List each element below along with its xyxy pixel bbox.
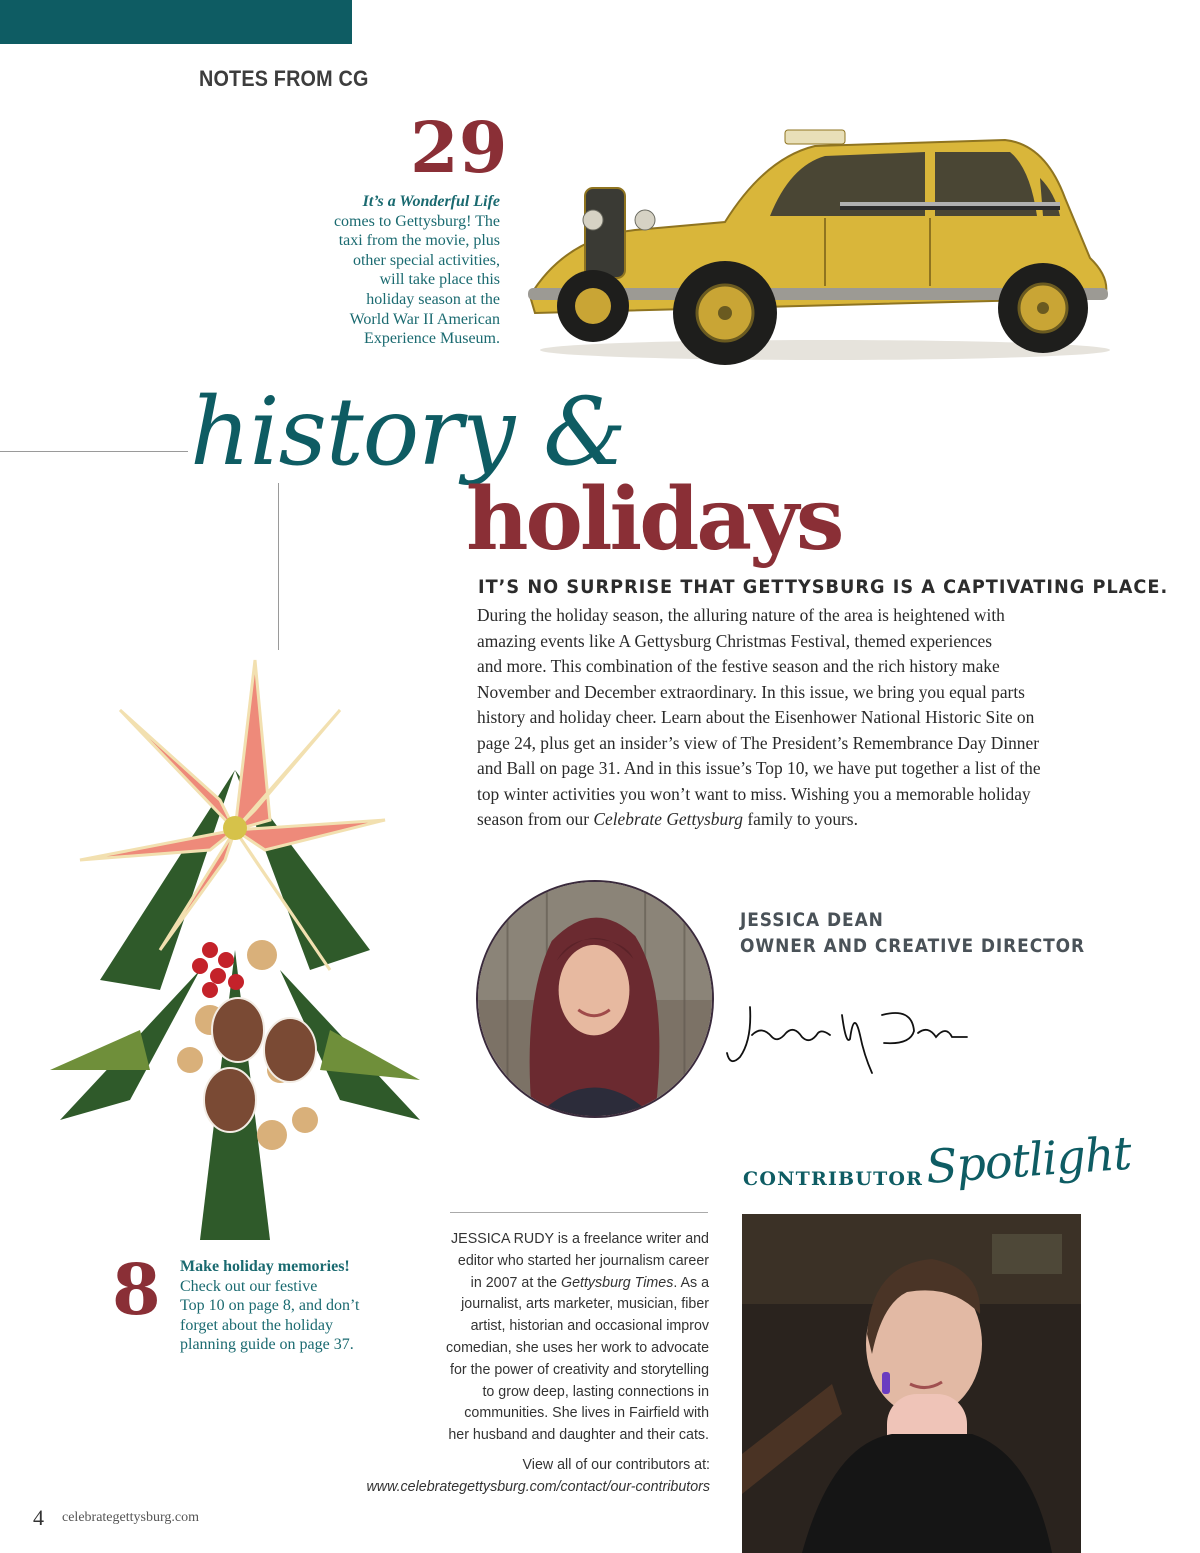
callout-line: taxi from the movie, plus bbox=[338, 232, 500, 250]
bio-text: . As a bbox=[673, 1273, 709, 1291]
handwritten-signature bbox=[722, 995, 972, 1080]
callout-memories-text bbox=[180, 1257, 400, 1355]
callout-lead: Make holiday memories! bbox=[180, 1258, 350, 1275]
taxi-image bbox=[525, 118, 1115, 368]
page-number: 4 bbox=[33, 1505, 44, 1530]
contributor-bio bbox=[420, 1228, 709, 1446]
contributors-url[interactable] bbox=[349, 1476, 710, 1498]
callout-line: comes to Gettysburg! The bbox=[333, 212, 500, 230]
signer-block bbox=[740, 908, 1085, 960]
divider-horizontal bbox=[0, 451, 188, 452]
signer-title: OWNER AND CREATIVE DIRECTOR bbox=[740, 936, 1086, 957]
headline-history: history & bbox=[190, 378, 626, 487]
intro-line: During the holiday season, the alluring nature of the area is heightened with bbox=[477, 605, 1005, 625]
bio-line: artist, historian and occasional improv bbox=[470, 1317, 709, 1335]
contributors-link-block bbox=[330, 1454, 710, 1498]
magazine-name: Celebrate Gettysburg bbox=[593, 809, 743, 829]
bio-line: her husband and daughter and their cats. bbox=[448, 1426, 709, 1444]
intro-line: November and December extraordinary. In this issue, we bring you equal parts bbox=[477, 681, 1025, 702]
publication-name: Gettysburg Times bbox=[561, 1273, 674, 1291]
callout-line: World War II American bbox=[349, 310, 500, 328]
intro-line: top winter activities you won’t want to miss. Wishing you a memorable holiday bbox=[477, 783, 1031, 804]
intro-text: season from our bbox=[477, 809, 594, 829]
callout-line: Experience Museum. bbox=[364, 330, 500, 348]
signer-name: JESSICA DEAN bbox=[740, 910, 884, 931]
callout-line: other special activities, bbox=[352, 251, 500, 269]
bio-line: journalist, arts marketer, musician, fiber bbox=[461, 1295, 709, 1313]
bio-line: to grow deep, lasting connections in bbox=[482, 1382, 709, 1400]
callout-line: Check out our festive bbox=[180, 1277, 318, 1295]
bio-line: editor who started her journalism career bbox=[457, 1251, 709, 1269]
contributor-photo-image bbox=[742, 1214, 1081, 1553]
intro-line bbox=[477, 807, 1137, 833]
intro-line: page 24, plus get an insider’s view of The President’s Remembrance Day Dinner bbox=[477, 732, 1039, 753]
bio-line: comedian, she uses her work to advocate bbox=[446, 1338, 709, 1356]
intro-body bbox=[477, 603, 1137, 833]
callout-line: planning guide on page 37. bbox=[180, 1336, 354, 1354]
divider-vertical bbox=[278, 483, 279, 650]
section-label: NOTES FROM CG bbox=[199, 66, 369, 91]
contributors-url-text[interactable]: www.celebrategettysburg.com/contact/our-contributors bbox=[366, 1477, 710, 1495]
intro-line: and more. This combination of the festive season and the rich history make bbox=[477, 656, 1000, 676]
headline-holidays: holidays bbox=[466, 469, 842, 570]
intro-line: amazing events like A Gettysburg Christmas Festival, themed experiences bbox=[477, 630, 993, 651]
callout-number-8: 8 bbox=[112, 1248, 161, 1331]
intro-line: and Ball on page 31. And in this issue’s Top 10, we have put together a list of the bbox=[477, 758, 1041, 778]
spotlight-script: Spotlight bbox=[924, 1125, 1133, 1194]
intro-text: family to yours. bbox=[742, 809, 858, 829]
bio-line: for the power of creativity and storytelling bbox=[449, 1360, 709, 1378]
callout-line: will take place this bbox=[379, 271, 500, 289]
bio-line bbox=[434, 1272, 709, 1294]
bio-line: JESSICA RUDY is a freelance writer and bbox=[451, 1230, 709, 1247]
bio-line: communities. She lives in Fairfield with bbox=[464, 1404, 709, 1422]
callout-line: forget about the holiday bbox=[180, 1316, 333, 1334]
editor-portrait bbox=[476, 880, 714, 1118]
contributor-label: CONTRIBUTOR bbox=[743, 1168, 924, 1190]
intro-heading: IT’S NO SURPRISE THAT GETTYSBURG IS A CAPTIVATING PLACE. bbox=[478, 576, 1169, 598]
header-color-bar bbox=[0, 0, 352, 44]
callout-number-29: 29 bbox=[410, 106, 508, 189]
portrait-image bbox=[478, 882, 712, 1116]
intro-line: history and holiday cheer. Learn about the Eisenhower National Historic Site on bbox=[477, 707, 1035, 727]
callout-line: holiday season at the bbox=[366, 290, 500, 308]
callout-taxi-text bbox=[290, 192, 500, 349]
callout-lead: It’s a Wonderful Life bbox=[362, 193, 500, 210]
poinsettia-decoration bbox=[40, 650, 430, 1250]
callout-line: Top 10 on page 8, and don’t bbox=[180, 1297, 360, 1315]
contributor-photo bbox=[742, 1214, 1081, 1553]
footer-url: celebrategettysburg.com bbox=[62, 1510, 199, 1525]
view-all-label: View all of our contributors at: bbox=[522, 1456, 710, 1473]
bio-text: in 2007 at the bbox=[470, 1273, 562, 1291]
divider-horizontal bbox=[450, 1212, 708, 1213]
